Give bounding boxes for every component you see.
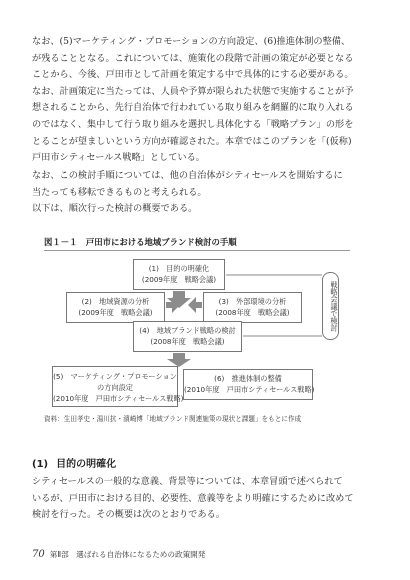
arrow-left-3 <box>188 297 202 313</box>
step-1-year: (2009年度 戦略会議) <box>141 275 217 284</box>
arrow-right-2 <box>166 297 180 313</box>
section-heading <box>32 455 116 470</box>
step-6-title: (6) 推進体制の整備 <box>214 374 282 383</box>
arrow-down-4 <box>167 353 191 367</box>
step-box-3 <box>203 292 302 323</box>
strategy-meeting-label: 戦略会議で検討 <box>322 272 339 340</box>
step-3-year: (2008年度 戦略会議) <box>215 308 290 317</box>
step-4-title: (4) 地域ブランド戦略の検討 <box>139 326 236 335</box>
section-number: (1) <box>32 459 49 470</box>
step-1-title: (1) 目的の明確化 <box>148 264 210 273</box>
arrow-down-1 <box>167 291 191 308</box>
step-box-1 <box>133 259 225 290</box>
figure-title-rule <box>44 250 350 251</box>
step-2-title: (2) 地域資源の分析 <box>81 297 150 306</box>
paragraph-procedure: なお、この検討手順については、他の自治体がシティセールスを開始するに 当たっても移転できるものと考えられる。 以下は、順次行った検討の概要である。 <box>32 170 343 215</box>
step-2-year: (2009年度 戦略会議) <box>78 308 153 317</box>
paragraph-purpose: シティセールスの一般的な意義、背景等については、本章冒頭で述べられて いるが、戸田市における目的、必要性、意義等をより明確にするために改めて 検討を行った。その概要は次のとおりである。 <box>32 476 354 521</box>
paragraph-intro: なお、(5)マーケティング・プロモーションの方向設定、(6)推進体制の整備、 が残ることとなる。これについては、施策化の段階で計画の策定が必要となる ことから、今後、戸田市として計画を策定する中で具体的にする必要がある。 なお、計画策定に当たっては、人員や予算が限られた状態で実施することが予 想されることから、先行自治体で行われている取り組みを網羅的に取り入れる のではなく、集中して行う取り組みを選択し具体化する「戦略プラン」の形を とることが望ましいという方向が確認された。本章ではこのプランを「(仮称) 戸田市シティセールス戦略」としている。 <box>32 36 354 164</box>
step-6-year: (2010年度 戸田市シティセールス戦略) <box>184 385 315 394</box>
step-5-title: (5) マーケティング・プロモーション <box>53 372 177 381</box>
step-5-year: (2010年度 戸田市シティセールス戦略) <box>53 394 184 403</box>
figure-title: 図１－１ 戸田市における地域ブランド検討の手順 <box>44 237 237 247</box>
step-box-4 <box>133 321 242 352</box>
figure-source: 資料：生田孝史・湯川抗・濱崎博「地域ブランド関連施策の現状と課題」をもとに作成 <box>44 415 302 423</box>
step-box-5 <box>52 366 184 407</box>
page-footer <box>32 549 205 560</box>
section-title: 目的の明確化 <box>56 459 117 470</box>
step-3-title: (3) 外部環境の分析 <box>218 297 287 306</box>
step-box-6 <box>183 369 313 400</box>
step-4-year: (2008年度 戦略会議) <box>150 337 225 346</box>
step-5-title-cont: の方向設定 <box>97 383 133 392</box>
step-box-2 <box>66 292 165 323</box>
chapter-title: 第Ⅱ部 選ばれる自治体になるための政策開発 <box>49 550 206 559</box>
page-number: 70 <box>32 549 45 560</box>
